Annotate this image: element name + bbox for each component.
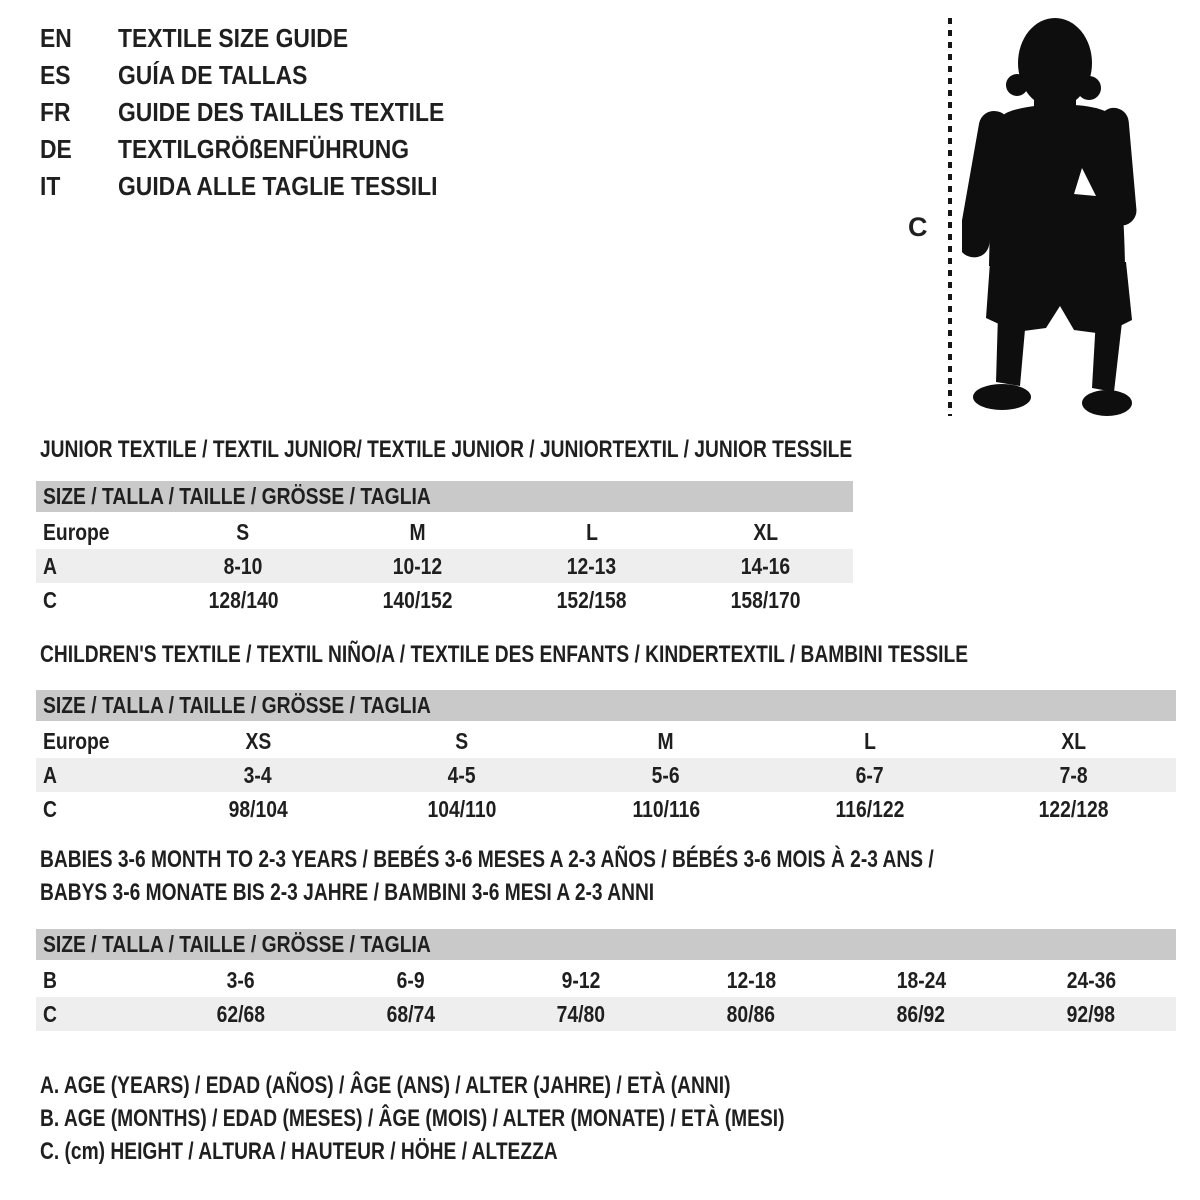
cell-value: XL [1061,727,1087,754]
cell-value: 62/68 [216,1000,266,1027]
cell-value: 8-10 [223,552,263,579]
cell-value: 80/86 [726,1000,776,1027]
row-label: C [43,1000,57,1027]
lang-code-de: DE [40,134,72,164]
cell-value: 104/110 [427,795,497,822]
table-row [36,962,1176,998]
lang-code-en: EN [40,23,72,53]
cell-value: 86/92 [896,1000,946,1027]
lang-code-es: ES [40,60,71,90]
cell-value: M [409,518,426,545]
lang-title-es: GUÍA DE TALLAS [118,60,308,90]
cell-value: 6-9 [397,966,425,993]
cell-value: S [455,727,469,754]
cell-value: 7-8 [1060,761,1088,788]
cell-value: 128/140 [208,586,279,613]
legend-line-a: A. AGE (YEARS) / EDAD (AÑOS) / ÂGE (ANS) / ALTER (JAHRE) / ETÀ (ANNI) [40,1072,731,1099]
children-size-table [36,690,1176,826]
table-header-row [36,481,853,514]
children-section-title: CHILDREN'S TEXTILE / TEXTIL NIÑO/A / TEXTILE DES ENFANTS / KINDERTEXTIL / BAMBINI TESSILE [40,641,969,668]
height-measure-label: C [908,212,928,242]
lang-title-de: TEXTILGRÖßENFÜHRUNG [118,134,410,164]
row-label: A [43,761,57,788]
lang-code-fr: FR [40,97,71,127]
row-label: Europe [43,727,110,754]
row-label: C [43,586,57,613]
row-label: Europe [43,518,110,545]
cell-value: 10-12 [392,552,443,579]
cell-value: 6-7 [856,761,884,788]
size-header-label: SIZE / TALLA / TAILLE / GRÖSSE / TAGLIA [43,692,431,718]
cell-value: 12-18 [726,966,776,993]
cell-value: 5-6 [652,761,680,788]
cell-value: 14-16 [741,552,791,579]
legend-line-b: B. AGE (MONTHS) / EDAD (MESES) / ÂGE (MOIS) / ALTER (MONATE) / ETÀ (MESI) [40,1105,785,1132]
lang-row-de [40,131,489,168]
table-row [36,792,1176,826]
cell-value: 116/122 [835,795,905,822]
cell-value: S [236,518,250,545]
language-title-list [40,20,489,205]
lang-title-en: TEXTILE SIZE GUIDE [118,23,349,53]
row-label: A [43,552,57,579]
cell-value: M [657,727,675,754]
table-header-row [36,690,1176,723]
cell-value: 140/152 [382,586,453,613]
legend-line-c: C. (cm) HEIGHT / ALTURA / HAUTEUR / HÖHE / ALTEZZA [40,1138,558,1165]
toddler-silhouette-image [962,14,1144,422]
cell-value: 4-5 [448,761,476,788]
table-row [36,758,1176,792]
cell-value: L [864,727,876,754]
cell-value: 92/98 [1066,1000,1116,1027]
row-label: C [43,795,57,822]
junior-size-table [36,481,853,617]
table-row [36,549,853,583]
babies-section-title: BABIES 3-6 MONTH TO 2-3 YEARS / BEBÉS 3-6 MESES A 2-3 AÑOS / BÉBÉS 3-6 MOIS À 2-3 ANS / BABYS 3-6 MONATE BIS 2-3 JAHRE / BAMBINI 3-6 MESI A 2-3 ANNI [40,846,934,906]
lang-title-fr: GUIDE DES TAILLES TEXTILE [118,97,445,127]
cell-value: 74/80 [556,1000,606,1027]
table-header-row [36,929,1176,962]
lang-row-en [40,20,489,57]
measurement-legend [40,1069,971,1168]
junior-section-title: JUNIOR TEXTILE / TEXTIL JUNIOR/ TEXTILE JUNIOR / JUNIORTEXTIL / JUNIOR TESSILE [40,436,853,463]
cell-value: 152/158 [556,586,627,613]
table-row [36,723,1176,759]
cell-value: 68/74 [386,1000,436,1027]
height-measure-dashed-line [948,18,952,416]
lang-row-es [40,57,489,94]
table-row [36,514,853,550]
cell-value: 110/116 [632,795,700,822]
lang-row-fr [40,94,489,131]
size-header-label: SIZE / TALLA / TAILLE / GRÖSSE / TAGLIA [43,483,431,509]
babies-size-table [36,929,1176,1031]
cell-value: 12-13 [566,552,617,579]
table-row [36,997,1176,1031]
cell-value: 158/170 [730,586,801,613]
cell-value: 9-12 [561,966,601,993]
cell-value: 18-24 [896,966,946,993]
table-row [36,583,853,617]
size-header-label: SIZE / TALLA / TAILLE / GRÖSSE / TAGLIA [43,931,431,957]
cell-value: 24-36 [1066,966,1116,993]
lang-code-it: IT [40,171,61,201]
cell-value: 3-6 [227,966,255,993]
lang-row-it [40,168,489,205]
cell-value: XL [753,518,779,545]
row-label: B [43,966,57,993]
cell-value: 122/128 [1039,795,1109,822]
cell-value: L [585,518,598,545]
cell-value: 98/104 [228,795,288,822]
lang-title-it: GUIDA ALLE TAGLIE TESSILI [118,171,438,201]
cell-value: 3-4 [244,761,272,788]
cell-value: XS [245,727,271,754]
